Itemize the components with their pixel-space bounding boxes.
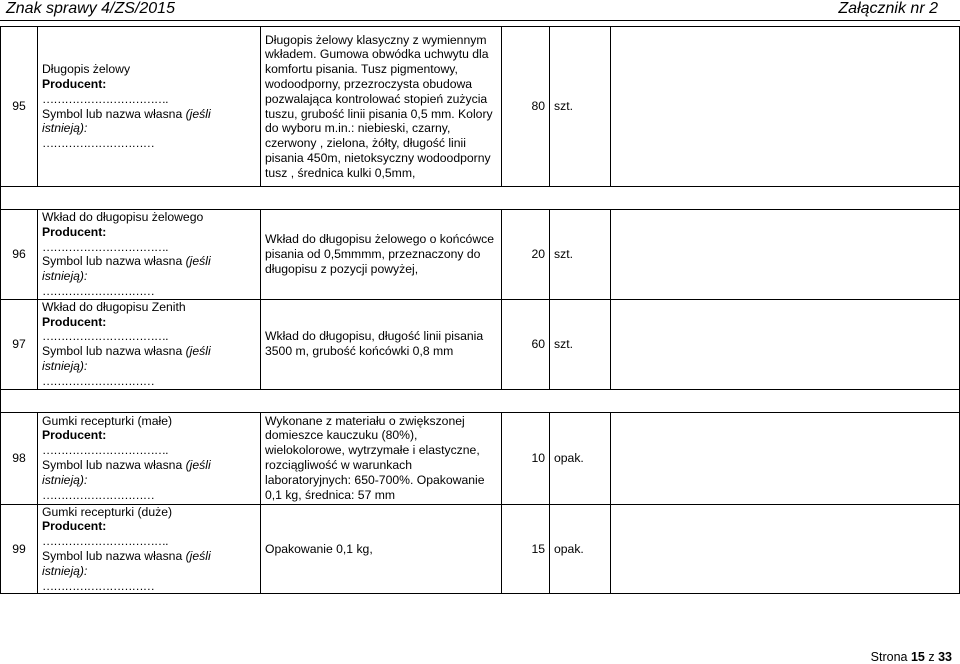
quantity: 80 bbox=[502, 27, 550, 187]
spacer-row bbox=[1, 389, 960, 412]
empty-cell bbox=[611, 412, 960, 504]
symbol-label: Symbol lub nazwa własna bbox=[42, 458, 183, 473]
producer-label: Producent: bbox=[42, 224, 107, 239]
description: Opakowanie 0,1 kg, bbox=[261, 504, 502, 594]
row-number: 99 bbox=[1, 504, 38, 594]
symbol-label: Symbol lub nazwa własna bbox=[42, 106, 183, 121]
symbol-note: (jeśli istnieją): bbox=[42, 548, 211, 578]
unit: opak. bbox=[550, 412, 611, 504]
page-prefix: Strona bbox=[870, 650, 908, 664]
empty-cell bbox=[611, 299, 960, 389]
quantity: 60 bbox=[502, 299, 550, 389]
producer-dots: ……………………………. bbox=[42, 534, 168, 549]
symbol-label: Symbol lub nazwa własna bbox=[42, 344, 183, 359]
producer-label: Producent: bbox=[42, 519, 107, 534]
symbol-label: Symbol lub nazwa własna bbox=[42, 548, 183, 563]
symbol-dots: ………………………… bbox=[42, 373, 154, 388]
description: Wkład do długopisu żelowego o końcówce pisania od 0,5mmmm, przeznaczony do długopisu z pozycji powyżej, bbox=[261, 210, 502, 300]
product-name: Wkład do długopisu Zenith bbox=[42, 299, 186, 314]
symbol-dots: ………………………… bbox=[42, 578, 154, 593]
header-case-number: Znak sprawy 4/ZS/2015 bbox=[6, 0, 175, 17]
symbol-dots: ………………………… bbox=[42, 487, 154, 502]
product-name-cell bbox=[38, 299, 261, 389]
symbol-label: Symbol lub nazwa własna bbox=[42, 254, 183, 269]
producer-dots: ……………………………. bbox=[42, 239, 168, 254]
producer-label: Producent: bbox=[42, 314, 107, 329]
table-row bbox=[1, 504, 960, 594]
quantity: 20 bbox=[502, 210, 550, 300]
empty-cell bbox=[611, 504, 960, 594]
product-name: Wkład do długopisu żelowego bbox=[42, 210, 204, 224]
producer-dots: ……………………………. bbox=[42, 443, 168, 458]
page-total: 33 bbox=[938, 650, 952, 664]
product-name-cell bbox=[38, 504, 261, 594]
row-number: 96 bbox=[1, 210, 38, 300]
symbol-line bbox=[42, 458, 256, 488]
table-row bbox=[1, 27, 960, 187]
page-footer bbox=[871, 650, 952, 664]
symbol-line bbox=[42, 107, 256, 137]
row-number: 97 bbox=[1, 299, 38, 389]
product-name: Gumki recepturki (małe) bbox=[42, 413, 173, 428]
producer-dots: ……………………………. bbox=[42, 91, 168, 106]
product-name: Gumki recepturki (duże) bbox=[42, 504, 173, 519]
product-name: Długopis żelowy bbox=[42, 62, 131, 77]
spec-table bbox=[0, 26, 960, 594]
description: Wykonane z materiału o zwiększonej domieszce kauczuku (80%), wielokolorowe, wytrzymałe i elastyczne, rozciągliwość w warunkach laboratoryjnych: 650-700%. Opakowanie 0,1 kg, średnica: 57 mm bbox=[261, 412, 502, 504]
unit: szt. bbox=[550, 27, 611, 187]
product-name-cell bbox=[38, 210, 261, 300]
symbol-note: (jeśli istnieją): bbox=[42, 106, 211, 136]
symbol-line bbox=[42, 344, 256, 374]
symbol-line bbox=[42, 254, 256, 284]
quantity: 10 bbox=[502, 412, 550, 504]
symbol-note: (jeśli istnieją): bbox=[42, 254, 211, 284]
unit: opak. bbox=[550, 504, 611, 594]
quantity: 15 bbox=[502, 504, 550, 594]
page-number: 15 bbox=[910, 650, 925, 664]
header-attachment: Załącznik nr 2 bbox=[838, 0, 938, 17]
row-number: 98 bbox=[1, 412, 38, 504]
table-row bbox=[1, 210, 960, 300]
product-name-cell bbox=[38, 27, 261, 187]
empty-cell bbox=[611, 210, 960, 300]
description: Wkład do długopisu, długość linii pisania 3500 m, grubość końcówki 0,8 mm bbox=[261, 299, 502, 389]
symbol-line bbox=[42, 549, 256, 579]
symbol-note: (jeśli istnieją): bbox=[42, 458, 211, 487]
spacer-row bbox=[1, 187, 960, 210]
unit: szt. bbox=[550, 299, 611, 389]
description: Długopis żelowy klasyczny z wymiennym wkładem. Gumowa obwódka uchwytu dla komfortu pisania. Tusz pigmentowy, wodoodporny, przezroczysta obudowa pozwalająca kontrolować stopień zużycia tuszu, grubość linii pisania 0,5 mm. Kolory do wyboru m.in.: niebieski, czarny, czerwony , zielona, żółty, długość linii pisania 450m, nietoksyczny wodoodporny tusz , średnica kulki 0,5mm, bbox=[261, 27, 502, 187]
producer-label: Producent: bbox=[42, 76, 107, 91]
producer-dots: ……………………………. bbox=[42, 329, 168, 344]
symbol-dots: ………………………… bbox=[42, 136, 154, 151]
table-row bbox=[1, 412, 960, 504]
symbol-note: (jeśli istnieją): bbox=[42, 344, 211, 373]
empty-cell bbox=[611, 27, 960, 187]
producer-label: Producent: bbox=[42, 428, 107, 443]
row-number: 95 bbox=[1, 27, 38, 187]
page-of: z bbox=[928, 650, 935, 664]
symbol-dots: ………………………… bbox=[42, 283, 154, 298]
header-divider bbox=[0, 20, 960, 21]
table-row bbox=[1, 299, 960, 389]
product-name-cell bbox=[38, 412, 261, 504]
unit: szt. bbox=[550, 210, 611, 300]
